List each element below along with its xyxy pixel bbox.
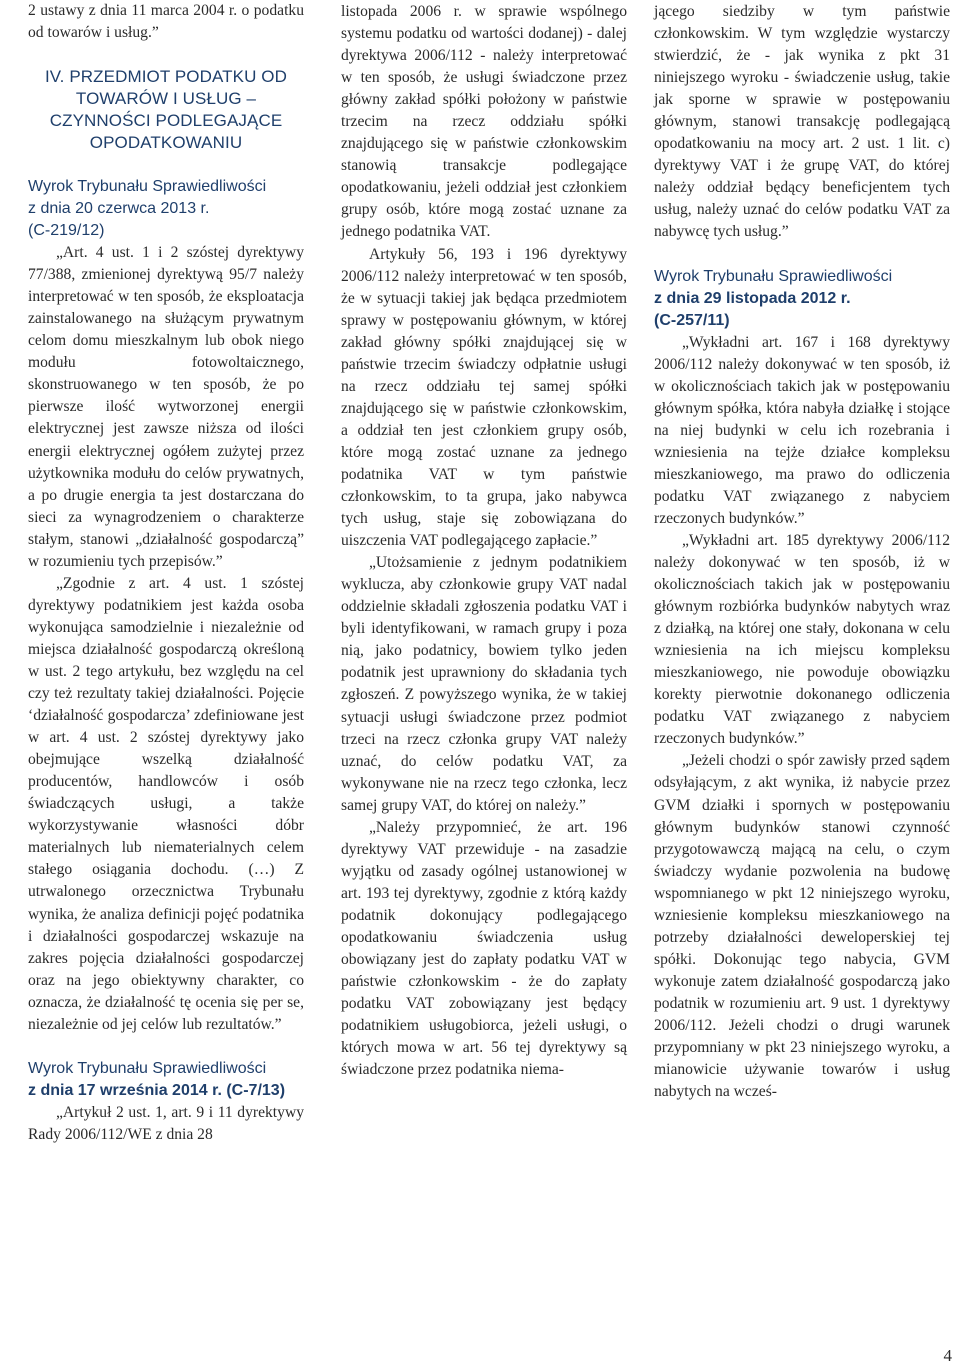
judgment-date: z dnia 29 listopada 2012 r. bbox=[654, 289, 851, 307]
paragraph: „Wykładni art. 185 dyrektywy 2006/112 należy dokonywać w ten sposób, iż w okolicznościach takich jak w postępowaniu głównym rozbiórka budynków nabytych wraz z działką, na której one stały, dokonana w celu wzniesienia na ich miejscu kompleksu mieszkaniowego, nie powoduje obowiązku korekty pierwotnie dokonanego odliczenia podatku VAT związanego z nabyciem rzeczonych budynków.” bbox=[654, 531, 950, 748]
paragraph: „Wykładni art. 167 i 168 dyrektywy 2006/112 należy dokonywać w ten sposób, iż w okolicznościach takich jak w postępowaniu głównym spółka, która nabyła działkę i stojące na niej budynki w celu ich rozebrania i wzniesienia na tejże działce kompleksu mieszkaniowego, ma prawo do odliczenia podatku VAT związanego z nabyciem rzeczonych budynków.” bbox=[654, 333, 950, 527]
paragraph: „Zgodnie z art. 4 ust. 1 szóstej dyrektywy podatnikiem jest każda osoba wykonująca samodzielnie i niezależnie od miejsca działalność gospodarczą określoną w ust. 2 tego artykułu, bez względu na cel czy też rezultaty takiej działalności. Pojęcie ‘działalność gospodarcza’ zdefiniowane jest w art. 4 ust. 2 szóstej dyrektywy jako obejmujące wszelką działalność producentów, handlowców i osób świadczących usługi, a także wykorzystywanie własności dóbr materialnych lub niematerialnych celem stałego osiągania dochodu. (…) Z utrwalonego orzecznictwa Trybunału wynika, że analiza definicji pojęć podatnika i działalności gospodarczej wskazuje na zakres pojęcia działalności gospodarczej oraz na jego obiektywny charakter, co oznacza, że działalność tę ocenia się per se, niezależnie od jej celów lub rezultatów.” bbox=[28, 574, 304, 1033]
paragraph: Artykuły 56, 193 i 196 dyrektywy 2006/112 należy interpretować w ten sposób, że w sytuacji takiej jak będąca przedmiotem sprawy w postępowaniu głównym, w której zakład główny spółki znajdującej się w państwie trzecim świadczy odpłatnie usługi na rzecz oddziału tej samej spółki znajdującego się w państwie członkowskim, a oddział ten jest członkiem grupy osób, które mogą zostać uznane za jednego podatnika VAT w tym państwie członkowskim, to ta grupa, jako nabywca tych usług, staje się zobowiązana do uiszczenia VAT podlegającego zapłacie.” bbox=[341, 245, 627, 550]
judgment-court: Wyrok Trybunału Sprawiedliwości bbox=[654, 267, 893, 285]
judgment-date: z dnia 20 czerwca 2013 r. bbox=[28, 200, 210, 218]
paragraph: jącego siedziby w tym państwie członkowskim. W tym względzie wystarczy stwierdzić, że - jak wynika z pkt 31 niniejszego wyroku - świadczenie usług, takie jak sporne w sprawie w postępowaniu głównym, stanowi transakcję podlegającą opodatkowaniu na mocy art. 2 ust. 1 lit. c) dyrektywy VAT i że grupę VAT, do której należy oddział będący beneficjentem tych usług, należy uznać do celów podatku VAT za nabywcę tych usług.” bbox=[654, 3, 950, 241]
judgment-court: Wyrok Trybunału Sprawiedliwości bbox=[28, 178, 267, 196]
page-number: 4 bbox=[943, 1346, 952, 1365]
judgment-heading bbox=[28, 176, 304, 242]
paragraph: „Jeżeli chodzi o spór zawisły przed sądem odsyłającym, z akt wynika, iż nabycie przez GVM działki i spornych w postępowaniu głównym budynków stanowi czynność przygotowawczą mającą na celu, o czym świadczy wydanie pozwolenia na budowę wspomnianego w pkt 12 niniejszego wyroku, wzniesienie kompleksu mieszkaniowego na potrzeby działalności deweloperskiej tej spółki. Dokonując tego nabycia, GVM wykonuje zatem działalność gospodarczą jako podatnik w rozumieniu art. 9 ust. 1 dyrektywy 2006/112. Jeżeli chodzi o drugi warunek przypomniany w pkt 23 niniejszego wyroku, a mianowicie używanie towarów i usług nabytych na wcześ- bbox=[654, 752, 950, 1101]
paragraph: listopada 2006 r. w sprawie wspólnego systemu podatku od wartości dodanej) - dalej dyrektywa 2006/112 - należy interpretować w ten sposób, że usługi świadczone przez główny zakład spółki położony w państwie trzecim na rzecz oddziału spółki znajdującego się w państwie członkowskim stanowią transakcje podlegające opodatkowaniu, jeżeli oddział jest członkiem grupy osób, które mogą zostać uznane za jednego podatnika VAT. bbox=[341, 3, 627, 241]
judgment-ref: (C-257/11) bbox=[654, 311, 730, 329]
paragraph: „Utożsamienie z jednym podatnikiem wyklucza, aby członkowie grupy VAT nadal oddzielnie składali zgłoszenia podatku VAT i byli identyfikowani, w ramach grupy i poza nią, jako podatnicy, bowiem tylko jeden podatnik jest uprawniony do składania tych zgłoszeń. Z powyższego wynika, że w takiej sytuacji usługi świadczone przez podmiot trzeci na rzecz członka grupy VAT należy uznać, do celów podatku VAT, za wykonywane nie na rzecz tego członka, lecz samej grupy VAT, do której on należy.” bbox=[341, 554, 627, 814]
judgment-heading bbox=[28, 1058, 304, 1102]
judgment-date: z dnia 17 września 2014 r. bbox=[28, 1081, 222, 1099]
chapter-heading-line: OPODATKOWANIU bbox=[89, 133, 243, 153]
paragraph: „Art. 4 ust. 1 i 2 szóstej dyrektywy 77/388, zmienionej dyrektywą 95/7 należy interpretować w ten sposób, że eksploatacja zainstalowanego na służącym prywatnym celom domu mieszkalnym lub obok niego modułu fotowoltaicznego, skonstruowanego w ten sposób, że po pierwsze ilość wytworzonej energii elektrycznej jest zawsze niższa od ilości energii elektrycznej ogółem zużytej przez użytkownika modułu do celów prywatnych, a po drugie energia ta jest dostarczana do sieci za wynagrodzeniem o charakterze stałym, stanowi „działalność gospodarczą” w rozumieniu tych przepisów.” bbox=[28, 244, 304, 570]
judgment-ref: (C-219/12) bbox=[28, 222, 105, 240]
text-column-2 bbox=[341, 1, 627, 1081]
text-column-1 bbox=[28, 0, 304, 1146]
chapter-heading-line: CZYNNOŚCI PODLEGAJĄCE bbox=[49, 111, 283, 131]
judgment-court: Wyrok Trybunału Sprawiedliwości bbox=[28, 1059, 267, 1077]
chapter-heading-line: IV. PRZEDMIOT PODATKU OD bbox=[44, 67, 287, 87]
judgment-ref: (C-7/13) bbox=[226, 1081, 286, 1099]
chapter-heading-line: TOWARÓW I USŁUG – bbox=[75, 89, 257, 109]
chapter-heading bbox=[28, 66, 304, 154]
paragraph: „Należy przypomnieć, że art. 196 dyrektywy VAT przewiduje - na zasadzie wyjątku od zasady ogólnej ustanowionej w art. 193 tej dyrektywy, zgodnie z którą każdy podatnik dokonujący podlegającego opodatkowaniu świadczenia usług obowiązany jest do zapłaty podatku VAT w państwie członkowskim - że do zapłaty podatku VAT zobowiązany jest będący podatnikiem usługobiorca, jeżeli usługi, o których mowa w art. 56 tej dyrektywy są świadczone przez podatnika niema- bbox=[341, 818, 627, 1079]
text-column-3 bbox=[654, 1, 950, 1103]
judgment-heading bbox=[654, 266, 950, 332]
paragraph: 2 ustawy z dnia 11 marca 2004 r. o podatku od towarów i usług.” bbox=[28, 2, 304, 42]
paragraph: „Artykuł 2 ust. 1, art. 9 i 11 dyrektywy Rady 2006/112/WE z dnia 28 bbox=[28, 1103, 304, 1143]
